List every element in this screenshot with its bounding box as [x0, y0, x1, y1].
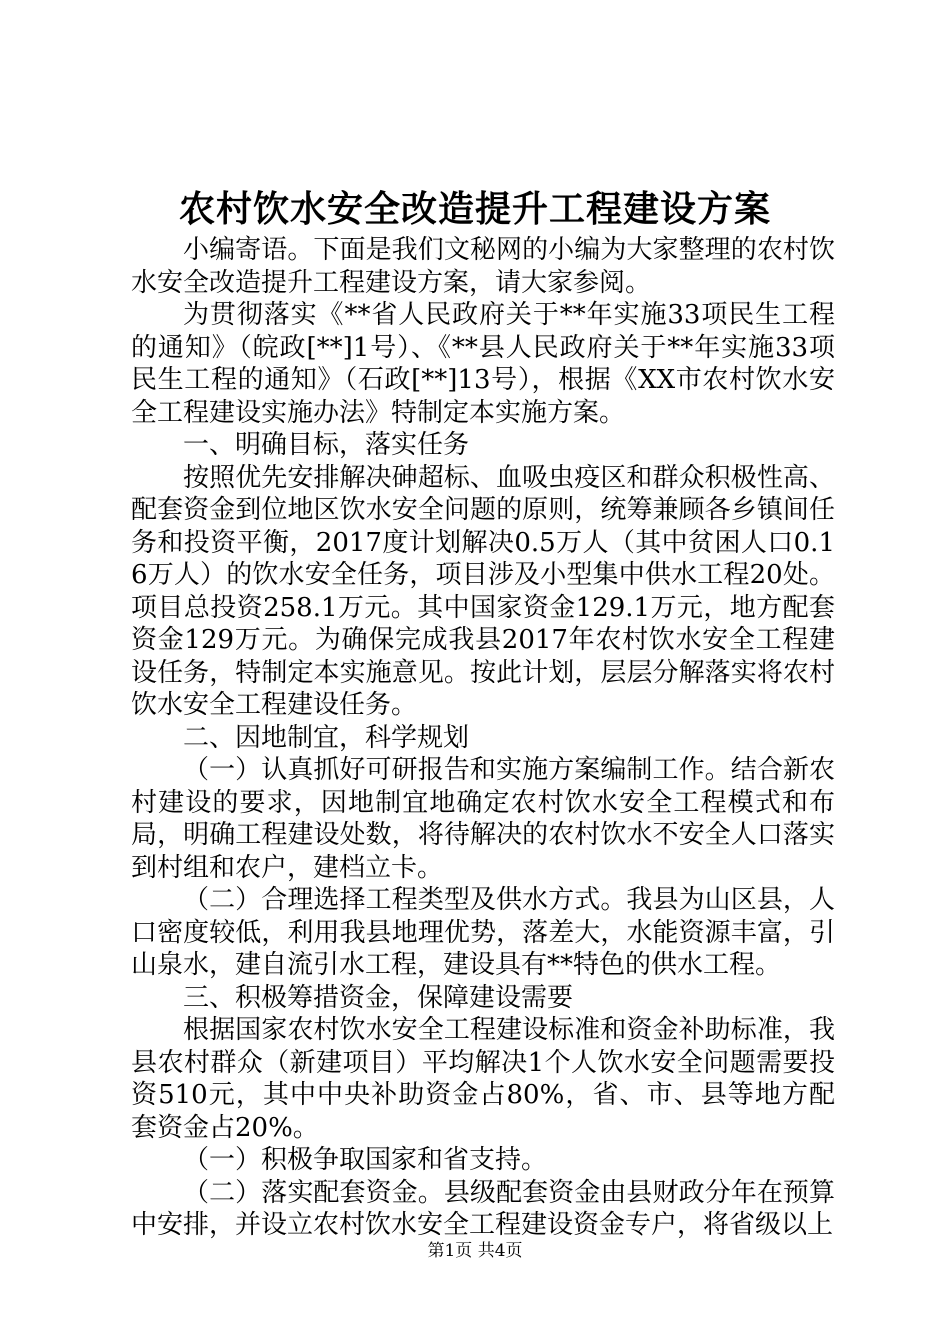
paragraph-funding-1: （一）积极争取国家和省支持。 [183, 1145, 548, 1175]
document-title: 农村饮水安全改造提升工程建设方案 [178, 188, 771, 230]
section-heading-3: 三、积极筹措资金，保障建设需要 [183, 982, 574, 1013]
paragraph-basis: 为贯彻落实《**省人民政府关于**年实施33项民生工程的通知》（皖政[**]1号）、《**县人民政府关于**年实施33项民生工程的通知》（石政[**]13号），根据《XX市农村饮水安全工程建设实施办法》特制定本实施方案。 [131, 300, 835, 428]
paragraph-funding-2: （二）落实配套资金。县级配套资金由县财政分年在预算中安排，并设立农村饮水安全工程建设资金专户，将省级以上 [131, 1177, 835, 1240]
paragraph-funding: 根据国家农村饮水安全工程建设标准和资金补助标准，我县农村群众（新建项目）平均解决1个人饮水安全问题需要投资510元，其中中央补助资金占80%，省、市、县等地方配套资金占20%。 [131, 1015, 835, 1143]
paragraph-planning-2: （二）合理选择工程类型及供水方式。我县为山区县，人口密度较低，利用我县地理优势，落差大，水能资源丰富，引山泉水，建自流引水工程，建设具有**特色的供水工程。 [131, 885, 835, 980]
paragraph-planning-1: （一）认真抓好可研报告和实施方案编制工作。结合新农村建设的要求，因地制宜地确定农村饮水安全工程模式和布局，明确工程建设处数，将待解决的农村饮水不安全人口落实到村组和农户，建档立卡。 [131, 755, 835, 883]
page-footer: 第1页 共4页 [427, 1241, 523, 1261]
paragraph-targets: 按照优先安排解决砷超标、血吸虫疫区和群众积极性高、配套资金到位地区饮水安全问题的原则，统筹兼顾各乡镇间任务和投资平衡，2017度计划解决0.5万人（其中贫困人口0.16万人）的饮水安全任务，项目涉及小型集中供水工程20处。项目总投资258.1万元。其中国家资金129.1万元，地方配套资金129万元。为确保完成我县2017年农村饮水安全工程建设任务，特制定本实施意见。按此计划，层层分解落实将农村饮水安全工程建设任务。 [131, 462, 835, 720]
paragraph-intro: 小编寄语。下面是我们文秘网的小编为大家整理的农村饮水安全改造提升工程建设方案，请大家参阅。 [131, 235, 835, 298]
document-body [131, 234, 835, 1242]
section-heading-1: 一、明确目标，落实任务 [183, 430, 470, 460]
section-heading-2: 二、因地制宜，科学规划 [183, 722, 470, 753]
